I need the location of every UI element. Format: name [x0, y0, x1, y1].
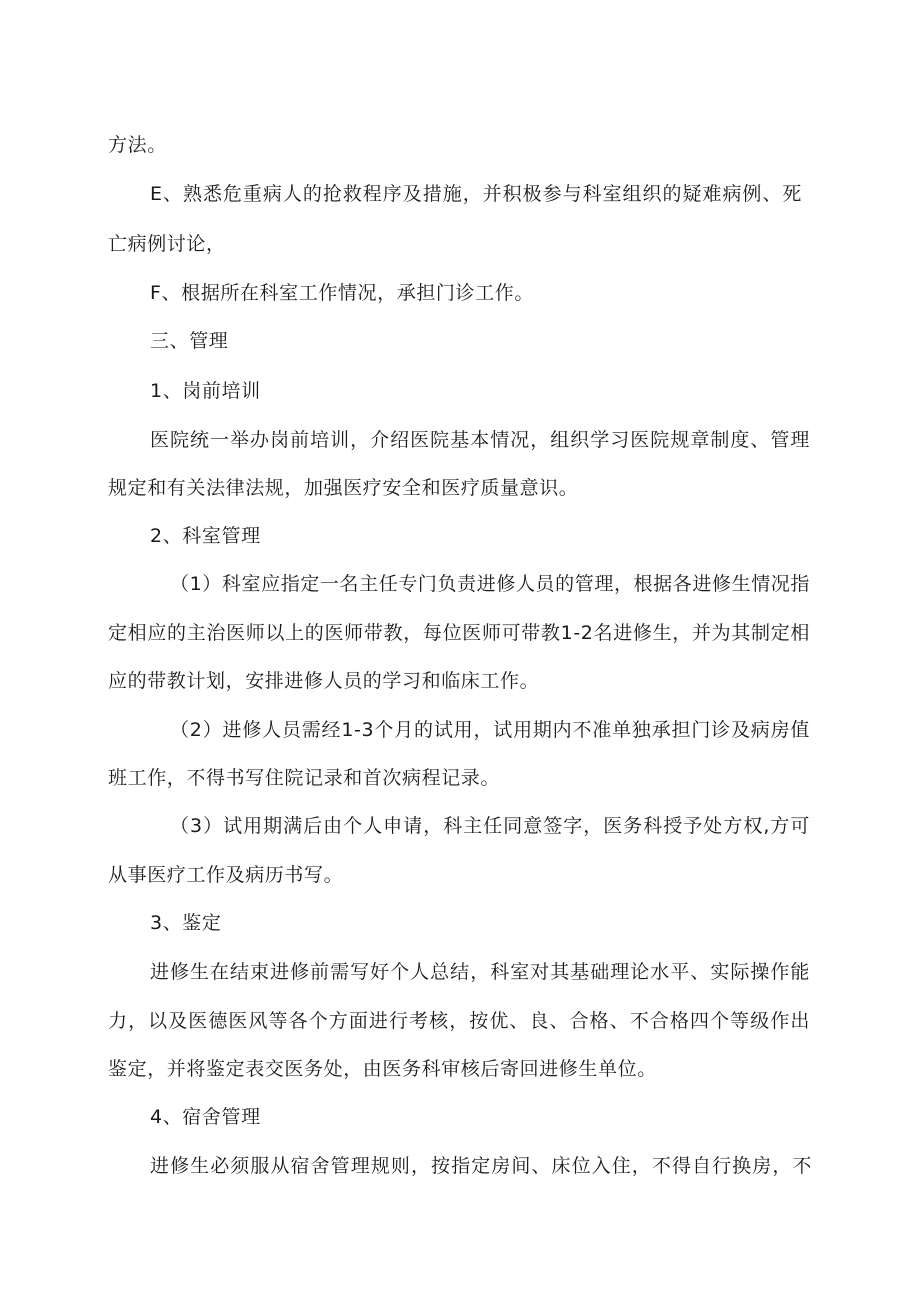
text-line: 应的带教计划，安排进修人员的学习和临床工作。	[108, 670, 540, 692]
subsection-heading: 2、科室管理	[150, 525, 261, 547]
subsection-heading: 4、宿舍管理	[150, 1106, 261, 1128]
text-line: 班工作，不得书写住院记录和首次病程记录。	[108, 767, 501, 789]
text-line: F、根据所在科室工作情况，承担门诊工作。	[150, 282, 534, 304]
text-line: 方法。	[108, 134, 167, 156]
text-line: 鉴定，并将鉴定表交医务处，由医务科审核后寄回进修生单位。	[108, 1058, 657, 1080]
text-line: 亡病例讨论，	[108, 233, 226, 255]
text-line: （3）试用期满后由个人申请，科主任同意签字，医务科授予处方权,方可	[170, 815, 810, 837]
text-line: E、熟悉危重病人的抢救程序及措施，并积极参与科室组织的疑难病例、死	[150, 183, 802, 205]
section-heading: 三、管理	[150, 330, 229, 352]
subsection-heading: 3、鉴定	[150, 912, 222, 934]
text-line: 进修生必须服从宿舍管理规则，按指定房间、床位入住，不得自行换房，不	[150, 1155, 812, 1177]
text-line: （2）进修人员需经1-3个月的试用，试用期内不准单独承担门诊及病房值	[170, 719, 810, 741]
text-line: 规定和有关法律法规，加强医疗安全和医疗质量意识。	[108, 477, 579, 499]
text-line: 从事医疗工作及病历书写。	[108, 864, 344, 886]
subsection-heading: 1、岗前培训	[150, 380, 261, 402]
text-line: 力，以及医德医风等各个方面进行考核，按优、良、合格、不合格四个等级作出	[108, 1010, 810, 1032]
text-line: （1）科室应指定一名主任专门负责进修人员的管理，根据各进修生情况指	[170, 573, 810, 595]
text-line: 医院统一举办岗前培训，介绍医院基本情况，组织学习医院规章制度、管理	[150, 429, 810, 451]
text-line: 定相应的主治医师以上的医师带教，每位医师可带教1-2名进修生，并为其制定相	[108, 622, 810, 644]
text-line: 进修生在结束进修前需写好个人总结，科室对其基础理论水平、实际操作能	[150, 961, 810, 983]
